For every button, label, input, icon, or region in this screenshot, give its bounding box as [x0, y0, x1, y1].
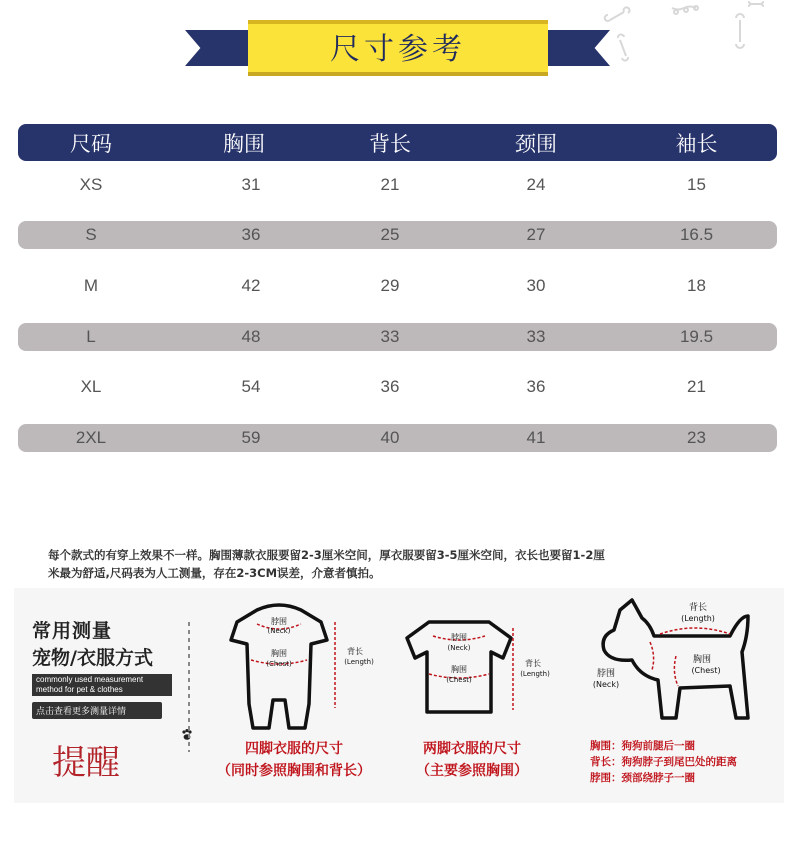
divider: [188, 622, 190, 752]
cell-sleeve: 23: [687, 428, 706, 447]
cell-sleeve: 15: [687, 175, 706, 194]
fig1-chest-label: 胸围: [271, 649, 287, 658]
legend-item: 胸围：狗狗前腿后一圈: [590, 740, 695, 752]
table-row: [18, 424, 777, 452]
reminder-label: 提醒: [52, 743, 120, 783]
cell-neck: 27: [526, 225, 546, 244]
table-header: [18, 124, 777, 161]
two-leg-caption: [392, 738, 552, 782]
caption-line: 两脚衣服的尺寸: [423, 741, 521, 757]
fig2-neck-label: 脖围: [451, 633, 467, 642]
header-neck: 颈围: [515, 131, 557, 156]
fig1-neck-en: (Neck): [267, 627, 291, 635]
size-table: [18, 124, 777, 161]
cell-size: M: [83, 276, 99, 295]
cell-sleeve: 21: [687, 377, 706, 396]
two-leg-garment-figure: [399, 612, 559, 727]
header-back-length: 背长: [369, 131, 411, 156]
title-banner: [0, 0, 790, 100]
paw-icon: [180, 728, 194, 742]
fig3-back-label: 背长: [688, 603, 708, 613]
banner-plate: [248, 20, 548, 72]
table-row: [18, 323, 777, 351]
four-leg-caption: [209, 738, 379, 782]
fig2-back-label: 背长: [525, 659, 541, 668]
cell-back-length: 36: [380, 377, 400, 396]
fig1-neck-label: 脖围: [271, 617, 287, 626]
header-size: 尺码: [70, 131, 112, 156]
measurement-legend: [590, 738, 737, 786]
cell-back-length: 25: [380, 225, 400, 244]
fig3-neck-label: 脖围: [596, 669, 616, 679]
note-line: 每个款式的有穿上效果不一样。胸围薄款衣服要留2-3厘米空间，厚衣服要留3-5厘米空间，衣长也要留1-2厘: [48, 548, 605, 562]
cell-neck: 36: [526, 377, 546, 396]
table-row: [18, 171, 777, 199]
cell-back-length: 21: [380, 175, 400, 194]
caption-line: （同时参照胸围和背长）: [217, 763, 371, 779]
measurement-intro: [32, 616, 192, 719]
cell-chest: 54: [241, 377, 261, 396]
banner-ribbon-left: [185, 30, 255, 66]
table-row: [18, 272, 777, 300]
dog-measurement-figure: [580, 596, 770, 736]
fig2-back-en: (Length): [520, 670, 550, 678]
fig3-chest-label: 胸围: [692, 655, 712, 665]
cell-chest: 31: [241, 175, 261, 194]
measurement-title: 常用测量: [32, 620, 113, 642]
cell-size: S: [85, 225, 97, 244]
cell-neck: 41: [526, 428, 546, 447]
cell-neck: 33: [526, 327, 546, 346]
size-notes: [48, 546, 748, 582]
cell-chest: 42: [241, 276, 261, 295]
table-row: [18, 373, 777, 401]
fig1-back-label: 背长: [347, 647, 363, 656]
caption-line: （主要参照胸围）: [416, 763, 528, 779]
fig2-chest-label: 胸围: [451, 665, 467, 674]
cell-neck: 24: [526, 175, 546, 194]
bone-decoration-icon: [600, 0, 790, 70]
cell-chest: 48: [241, 327, 261, 346]
cell-chest: 59: [241, 428, 261, 447]
cell-neck: 30: [526, 276, 546, 295]
legend-item: 脖围：颈部绕脖子一圈: [590, 772, 695, 784]
fig3-chest-en: (Chest): [691, 666, 721, 675]
caption-line: 四脚衣服的尺寸: [245, 741, 343, 757]
note-line: 米最为舒适,尺码表为人工测量，存在2-3CM误差，介意者慎拍。: [48, 566, 381, 580]
fig3-neck-en: (Neck): [592, 680, 620, 689]
fig3-back-en: (Length): [681, 614, 715, 623]
fig1-chest-en: (Chest): [266, 660, 292, 668]
english-line: method for pet & clothes: [36, 685, 123, 694]
cell-sleeve: 16.5: [679, 225, 714, 244]
fig2-chest-en: (Chest): [446, 676, 472, 684]
header-sleeve: 袖长: [675, 131, 718, 156]
cell-sleeve: 18: [687, 276, 706, 295]
cell-sleeve: 19.5: [679, 327, 714, 346]
cell-back-length: 29: [380, 276, 400, 295]
more-details-button[interactable]: 点击查看更多测量详情: [32, 702, 162, 719]
cell-size: XL: [80, 377, 102, 396]
header-chest: 胸围: [223, 131, 265, 156]
fig2-neck-en: (Neck): [447, 644, 471, 652]
four-leg-garment-figure: [219, 600, 379, 735]
cell-chest: 36: [241, 225, 261, 244]
fig1-back-en: (Length): [344, 658, 374, 666]
cell-size: XS: [79, 175, 103, 194]
measurement-subtitle: 宠物/衣服方式: [32, 647, 153, 669]
legend-item: 背长：狗狗脖子到尾巴处的距离: [590, 756, 737, 768]
measurement-english-caption: [32, 674, 172, 696]
table-row: [18, 221, 777, 249]
cell-size: L: [86, 327, 96, 346]
cell-back-length: 40: [380, 428, 400, 447]
cell-back-length: 33: [380, 327, 400, 346]
cell-size: 2XL: [75, 428, 107, 447]
english-line: commonly used measurement: [36, 675, 144, 684]
page-title: 尺寸参考: [330, 32, 466, 67]
